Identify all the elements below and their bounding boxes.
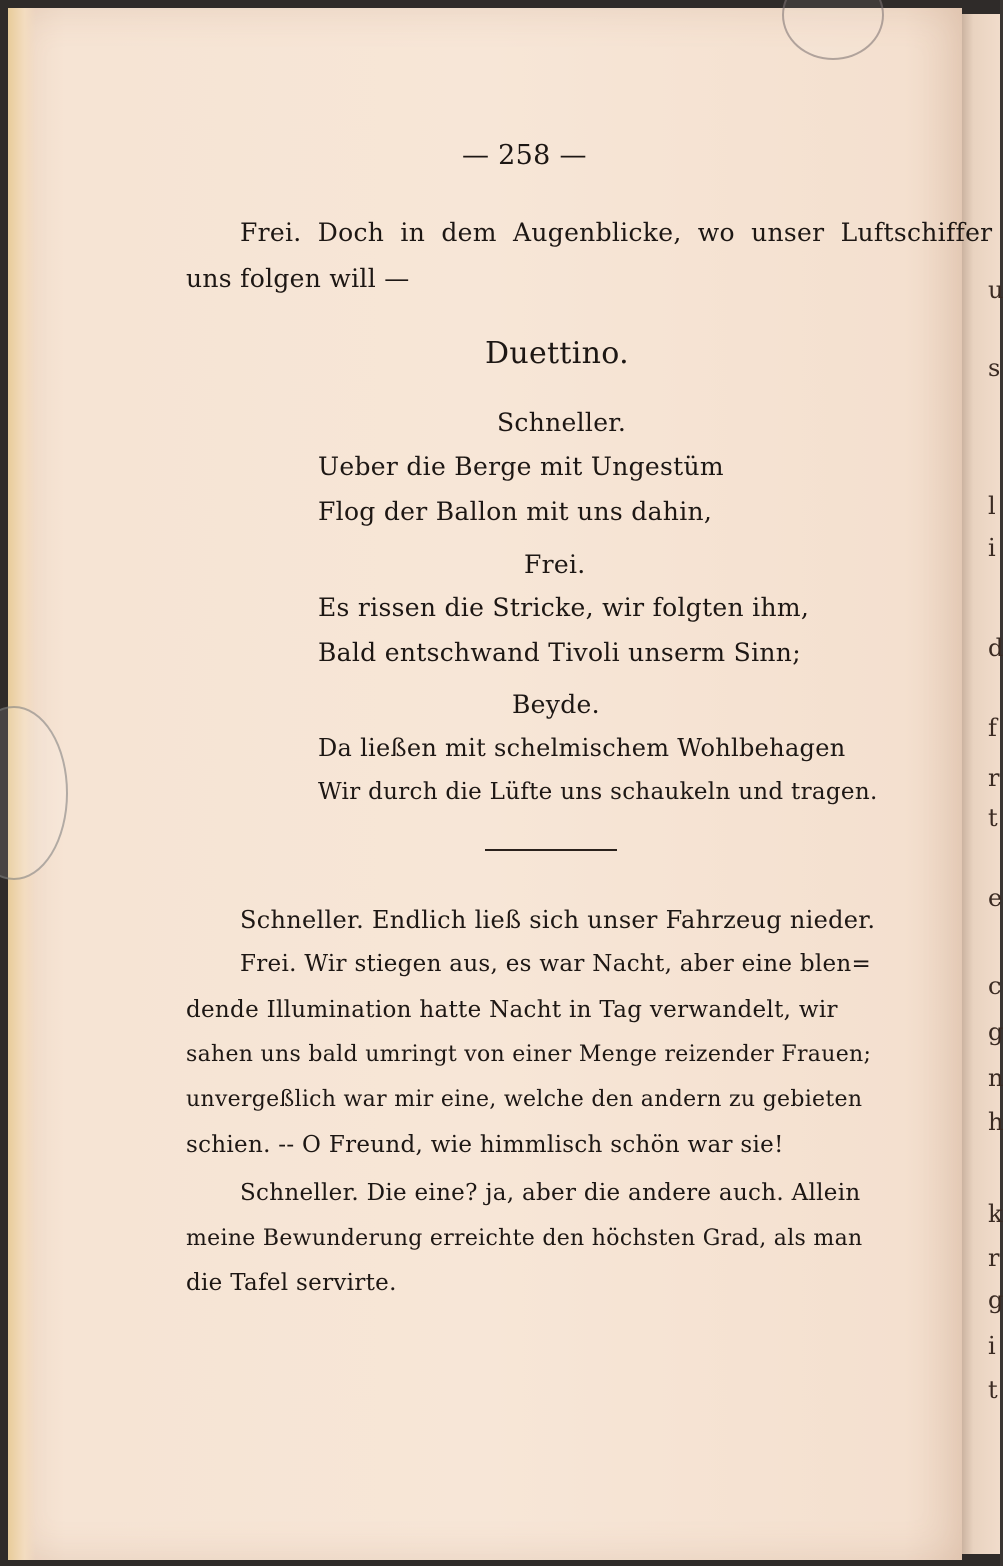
speaker-name: Beyde.: [512, 690, 600, 719]
adjacent-letter: r: [988, 1244, 1000, 1272]
section-heading: Duettino.: [485, 336, 629, 371]
adjacent-letter: c: [988, 972, 1002, 1000]
intro-line: Frei. Doch in dem Augenblicke, wo unser Luftschiffer: [240, 218, 993, 247]
adjacent-letter: n: [988, 1064, 1003, 1092]
adjacent-letter: l: [988, 492, 996, 520]
verse-line: Wir durch die Lüfte uns schaukeln und tragen.: [318, 779, 878, 805]
adjacent-letter: d: [988, 634, 1003, 662]
speaker-name: Frei.: [524, 550, 586, 579]
adjacent-letter: f: [988, 714, 997, 742]
adjacent-letter: r: [988, 764, 1000, 792]
verse-line: Flog der Ballon mit uns dahin,: [318, 497, 713, 526]
adjacent-letter: u: [988, 276, 1003, 304]
paragraph-line: die Tafel servirte.: [186, 1270, 397, 1296]
adjacent-letter: h: [988, 1108, 1003, 1136]
adjacent-letter: g: [988, 1286, 1003, 1314]
paragraph-line: Frei. Wir stiegen aus, es war Nacht, aber eine blen=: [240, 951, 872, 977]
adjacent-letter: k: [988, 1200, 1003, 1228]
adjacent-letter: s: [988, 354, 1001, 382]
adjacent-letter: t: [988, 1376, 998, 1404]
verse-line: Da ließen mit schelmischem Wohlbehagen: [318, 734, 846, 762]
adjacent-letter: g: [988, 1018, 1003, 1046]
paragraph-line: unvergeßlich war mir eine, welche den andern zu gebieten: [186, 1087, 863, 1112]
paragraph-line: dende Illumination hatte Nacht in Tag verwandelt, wir: [186, 997, 838, 1023]
adjacent-letter: i: [988, 1332, 996, 1360]
adjacent-letter: e: [988, 884, 1003, 912]
verse-line: Ueber die Berge mit Ungestüm: [318, 452, 724, 481]
section-divider: [485, 849, 617, 851]
page-number: — 258 —: [462, 140, 587, 171]
paragraph-line: schien. -- O Freund, wie himmlisch schön war sie!: [186, 1132, 784, 1158]
paragraph-line: meine Bewunderung erreichte den höchsten Grad, als man: [186, 1226, 863, 1251]
paragraph-line: Schneller. Endlich ließ sich unser Fahrzeug nieder.: [240, 906, 876, 934]
adjacent-letter: i: [988, 534, 996, 562]
paragraph-line: sahen uns bald umringt von einer Menge reizender Frauen;: [186, 1042, 872, 1067]
verse-line: Es rissen die Stricke, wir folgten ihm,: [318, 593, 810, 622]
speaker-name: Schneller.: [497, 408, 627, 437]
verse-line: Bald entschwand Tivoli unserm Sinn;: [318, 638, 801, 667]
paragraph-line: Schneller. Die eine? ja, aber die andere auch. Allein: [240, 1180, 861, 1206]
adjacent-letter: t: [988, 804, 998, 832]
intro-line: uns folgen will —: [186, 264, 410, 293]
